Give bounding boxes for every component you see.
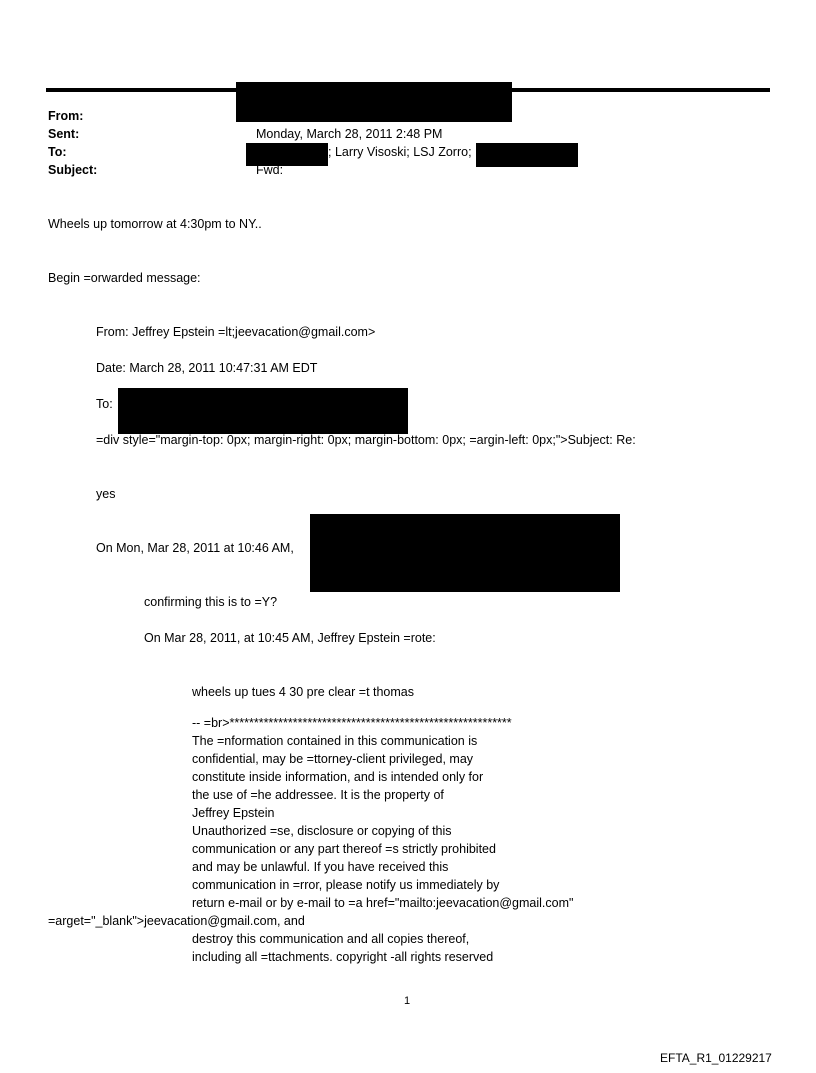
header-rule <box>46 88 770 92</box>
disclaimer-line: return e-mail or by e-mail to =a href="mailto:jeevacation@gmail.com" <box>192 896 574 910</box>
page-number: 1 <box>404 995 411 1007</box>
target-line: =arget="_blank">jeevacation@gmail.com, and <box>48 914 305 928</box>
disclaimer-line: destroy this communication and all copies thereof, <box>192 932 470 946</box>
fwd-date: Date: March 28, 2011 10:47:31 AM EDT <box>96 361 318 375</box>
disclaimer-line: The =nformation contained in this communication is <box>192 734 478 748</box>
disclaimer-line: Jeffrey Epstein <box>192 806 275 820</box>
sent-label: Sent: <box>48 127 80 141</box>
to-label: To: <box>48 145 67 159</box>
body-line-wheels: Wheels up tomorrow at 4:30pm to NY.. <box>48 217 262 231</box>
from-label: From: <box>48 109 84 123</box>
fwd-on-mon: On Mon, Mar 28, 2011 at 10:46 AM, <box>96 541 294 555</box>
disclaimer-line: and may be unlawful. If you have received this <box>192 860 449 874</box>
body-line-begin: Begin =orwarded message: <box>48 271 201 285</box>
fwd-to-label: To: <box>96 397 113 411</box>
disclaimer-line: communication in =rror, please notify us immediately by <box>192 878 500 892</box>
fwd-yes: yes <box>96 487 116 501</box>
reply-on-mar: On Mar 28, 2011, at 10:45 AM, Jeffrey Epstein =rote: <box>144 631 436 645</box>
sent-value: Monday, March 28, 2011 2:48 PM <box>256 127 443 141</box>
redaction-fwd-sender <box>310 514 620 592</box>
disclaimer-line: the use of =he addressee. It is the property of <box>192 788 444 802</box>
disclaimer-line: confidential, may be =ttorney-client privileged, may <box>192 752 474 766</box>
document-id: EFTA_R1_01229217 <box>660 1051 772 1065</box>
fwd-div-subject: =div style="margin-top: 0px; margin-right: 0px; margin-bottom: 0px; =argin-left: 0px;">Subject: Re: <box>96 433 636 447</box>
disclaimer-line: communication or any part thereof =s strictly prohibited <box>192 842 496 856</box>
disclaimer-line: including all =ttachments. copyright -all rights reserved <box>192 950 494 964</box>
subject-label: Subject: <box>48 163 98 177</box>
quoted-separator: -- =br>********************************************************** <box>192 716 512 730</box>
to-value: ; Larry Visoski; LSJ Zorro; <box>328 145 472 159</box>
redaction-fwd-to <box>118 388 408 434</box>
subject-value: Fwd: <box>256 163 284 177</box>
redaction-to-2 <box>476 143 578 167</box>
quoted-wheels: wheels up tues 4 30 pre clear =t thomas <box>192 685 415 699</box>
reply-confirming: confirming this is to =Y? <box>144 595 278 609</box>
disclaimer-line: Unauthorized =se, disclosure or copying of this <box>192 824 452 838</box>
disclaimer-line: constitute inside information, and is intended only for <box>192 770 484 784</box>
fwd-from: From: Jeffrey Epstein =lt;jeevacation@gmail.com> <box>96 325 376 339</box>
